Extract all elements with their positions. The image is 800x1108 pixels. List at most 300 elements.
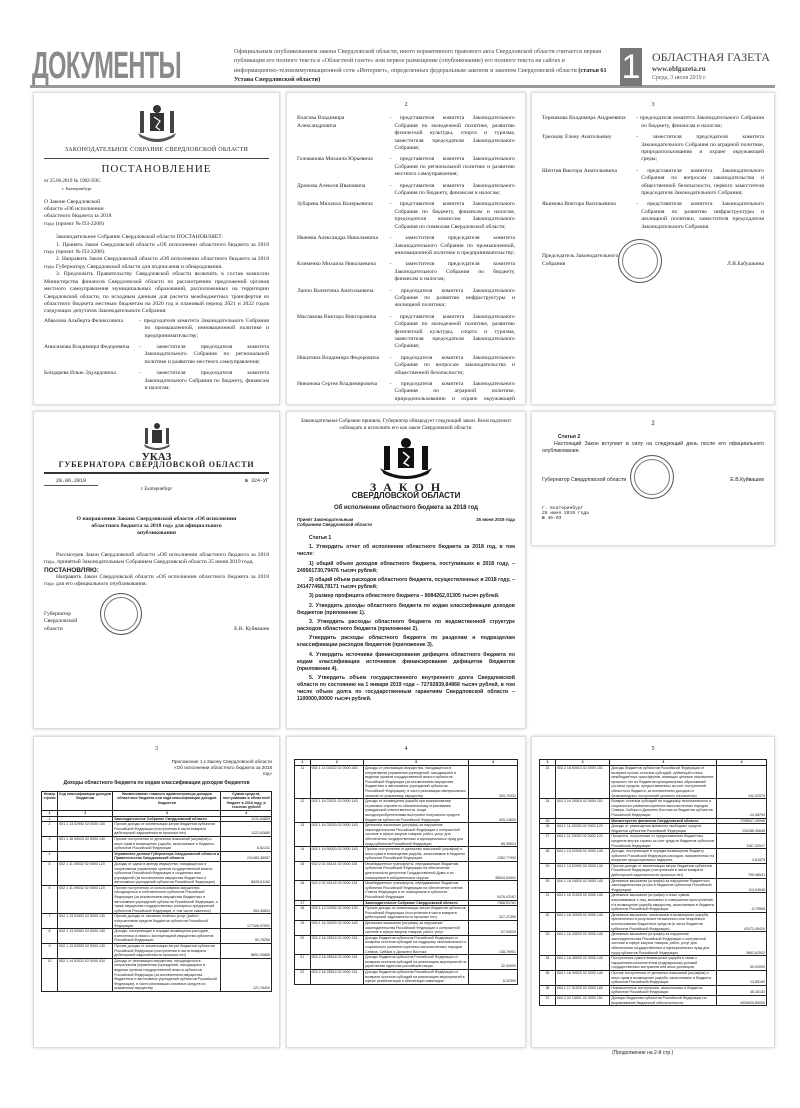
revenue-name: Денежные взыскания (штрафы) за нарушение бюджетного законодательства (в части бюджетов субъектов Российской Федерации) xyxy=(610,878,717,893)
coat-of-arms-icon xyxy=(134,103,180,143)
revenue-name: Прочие доходы от оказания платных услуг (работ) получателями средств бюджетов субъектов Российской Федерации xyxy=(113,914,221,929)
adopted-date: 25 июня 2019 года xyxy=(476,516,515,522)
member-list xyxy=(297,115,515,405)
classification-code: 002 1 16 33020 02 0000 140 xyxy=(310,823,364,847)
classification-code: 003 2 18 25516 02 0000 151 xyxy=(310,955,364,970)
row-number: 8 xyxy=(42,929,58,944)
revenue-name: Министерство финансов Свердловской области xyxy=(610,818,717,824)
table-row xyxy=(295,906,518,921)
member-name: Терешкова Владимира Андреевича xyxy=(542,115,626,122)
row-number: 36 xyxy=(540,985,556,995)
amount: 1131,64805 xyxy=(221,816,272,822)
amount: 8828,61160 xyxy=(221,861,272,885)
revenue-name: Доходы от реализации имущества, находящегося в оперативном управлении учреждений, находящихся в ведении органов государственной власти субъектов Российской Федерации (за исключением имущества бюджетных и автономных учреждений субъектов Российской Федерации), в части реализации основных средств по указанному имуществу xyxy=(113,958,221,991)
row-number: 26 xyxy=(540,824,556,834)
row-number: 30 xyxy=(540,878,556,893)
member-role: - представителя комитета Законодательного Собрания по молодежной политике, развитию физической культуры, спорта и туризма, заместителя председателя Законодательного Собрания; xyxy=(389,115,515,152)
row-number: 15 xyxy=(295,861,311,880)
amount: 790,98531 xyxy=(717,863,767,878)
preamble: Законодательное Собрание Свердловской области ПОСТАНОВЛЯЕТ: xyxy=(56,234,224,241)
row-number: 23 xyxy=(540,766,556,799)
row-number: 35 xyxy=(540,970,556,985)
amount: 327,21350 xyxy=(468,906,517,921)
revenue-table xyxy=(539,759,767,1006)
revenue-name: Доходы бюджетов субъектов Российской Федерации от возврата остатков субсидий на реализацию мероприятий по укреплению единства российской нации xyxy=(365,955,467,969)
member-item xyxy=(44,370,269,392)
column-header: Код классификации доходов бюджетов xyxy=(58,791,113,810)
member-item xyxy=(542,134,764,164)
classification-code: 004 1 16 33020 02 0000 140 xyxy=(555,932,609,956)
revenue-name: Доходы от реализации имущества, находящегося в оперативном управлении учреждений, находящихся в ведении органов государственной власти субъектов Российской Федерации (за исключением имущества бюджетных и автономных учреждений субъектов Российской Федерации), в части реализации материальных запасов по указанному имуществу xyxy=(364,766,469,799)
amount: 138,75951 xyxy=(468,935,517,954)
classification-code: 001 1 16 90020 02 0000 140 xyxy=(58,836,113,851)
classification-code: 001 1 13 02992 02 0000 130 xyxy=(58,822,113,837)
amount: 67,54000 xyxy=(468,921,517,936)
table-row xyxy=(295,766,518,799)
row-number: 12 xyxy=(295,799,311,823)
table-title: Доходы областного бюджета по кодам классификации доходов бюджетов xyxy=(63,780,250,787)
classification-code: 002 1 11 05032 02 0000 120 xyxy=(58,861,113,885)
row-number: 22 xyxy=(295,969,311,984)
newspaper-header xyxy=(30,44,775,88)
member-item xyxy=(542,201,764,231)
classification-code: 004 1 16 18020 02 0000 140 xyxy=(555,878,609,893)
org-name: ЗАКОНОДАТЕЛЬНОЕ СОБРАНИЕ СВЕРДЛОВСКОЙ ОБЛАСТИ xyxy=(44,147,269,159)
table-row xyxy=(540,956,767,971)
revenue-name: Доходы, поступающие в порядке возмещения бюджету субъекта Российской Федерации расходов, направленных на покрытие процессуальных издержек xyxy=(610,849,717,864)
revenue-name: Прочие доходы от компенсации затрат бюджетов субъектов Российской Федерации (поступления в части возврата дебиторской задолженности прошлых лет) xyxy=(610,863,717,878)
signer-name: Л.В.Бабушкина xyxy=(727,260,764,267)
member-name: Шептия Виктора Анатольевича xyxy=(542,167,617,174)
member-name: Клименко Михаила Николаевича xyxy=(297,261,376,268)
member-role: - представителя комитета Законодательного Собрания по развитию инфраструктуры и жилищной политики, заместителя председателя Законодательного Собрания. xyxy=(636,201,764,230)
revenue-name: Прочие доходы от компенсации затрат бюджетов субъектов Российской Федерации (поступления в части возврата дебиторской задолженности прошлых лет) xyxy=(113,822,221,837)
zakon-intro: Законодательное Собрание приняло, Губернатор обнародует следующий закон. Всем надлежит соблюдать и исполнять его как закон Свердловской области. xyxy=(300,418,512,431)
member-name: Лаппо Валентина Анатольевича xyxy=(297,287,374,294)
table-row xyxy=(295,955,518,970)
member-item xyxy=(542,168,764,198)
amount: 113,94546 xyxy=(717,878,767,893)
column-number: 3 xyxy=(364,760,469,766)
revenue-name: Возврат остатков субсидий на поддержку экономического и социального развития коренных малочисленных народов Севера, Сибири и Дальнего Востока из бюджетов субъектов Российской Федерации xyxy=(610,799,717,818)
classification-code: 002 1 14 02022 02 0000 440 xyxy=(310,766,364,799)
table-row xyxy=(540,849,767,864)
article-1-text xyxy=(297,544,515,702)
revenue-name: Прочие поступления от денежных взысканий (штрафов) и иных сумм в возмещение ущерба, зачисляемые в бюджеты субъектов Российской Федерации xyxy=(610,970,717,985)
row-number: 19 xyxy=(295,921,311,936)
amount: 8652,05885 xyxy=(221,944,272,959)
member-name: Никонова Сергея Владимировича xyxy=(297,381,378,387)
zakon-page-1 xyxy=(286,411,526,729)
law-number: № 45-ОЗ xyxy=(542,516,562,522)
sign-city: г. Екатеринбург xyxy=(542,506,584,511)
amount: 42072,45410 xyxy=(717,912,767,931)
adopted-by: Принят Законодательным Собранием Свердловской области xyxy=(297,516,372,528)
seal-stamp-icon xyxy=(100,593,142,635)
row-number: 9 xyxy=(42,944,58,959)
member-item xyxy=(297,201,515,231)
amount: 405,14600 xyxy=(468,799,517,823)
member-item xyxy=(297,355,515,377)
table-row xyxy=(295,969,518,984)
row-number: 33 xyxy=(540,932,556,956)
revenue-name: Денежные взыскания (штрафы) за нарушение законодательства Российской Федерации о контрактной системе в сфере закупок товаров, работ, услуг для обеспечения государственных и муниципальных нужд для нужд субъектов Российской Федерации xyxy=(364,823,469,847)
law-paragraph: 5. Утвердить объем государственного внутреннего долга Свердловской области по состоянию на 1 января 2019 года – 72792839,84868 тысяч рублей, в том числе объем долга по государственным гарантиям Свердловской области – 1100000,00000 тысяч рублей. xyxy=(297,674,515,702)
clause-1: 1. Принять Закон Свердловской области «Об исполнении областного бюджета за 2018 год» (проект № ПЗ-2208). xyxy=(44,241,269,256)
newspaper-url[interactable]: www.oblgazeta.ru xyxy=(652,65,706,73)
signer-title: Губернатор Свердловской области xyxy=(44,610,78,632)
table-row xyxy=(540,863,767,878)
row-number: 6 xyxy=(42,885,58,914)
law-paragraph: 2) общий объем расходов областного бюджета, осуществленных в 2018 году, – 241477468,78171 тысяч рублей; xyxy=(297,577,515,590)
signer-title: Председатель Законодательного Собрания xyxy=(542,253,619,267)
table-row xyxy=(540,985,767,995)
column-number: 3 xyxy=(113,810,221,816)
member-item xyxy=(297,156,515,178)
revenue-name: Доходы от размещения временно свободных средств бюджетов субъектов Российской Федерации xyxy=(610,824,717,834)
amount: 121,76400 xyxy=(221,958,272,991)
amount: 32,44000 xyxy=(468,955,517,970)
table-row xyxy=(42,822,272,837)
clause-2: 2. Направить Закон Свердловской области «Об исполнении областного бюджета за 2018 год» Губернатору Свердловской области для подписания и обнародования. xyxy=(44,256,269,270)
table-row xyxy=(42,929,272,944)
decree-word: ПОСТАНОВЛЯЮ: xyxy=(44,566,99,574)
section-title: ДОКУМЕНТЫ xyxy=(32,45,181,87)
page-number: 1 xyxy=(621,48,641,86)
classification-code: 004 1 13 02040 02 0000 130 xyxy=(555,849,609,864)
doc-number: № 324-УГ xyxy=(244,477,269,484)
member-item xyxy=(44,318,269,340)
row-number: 14 xyxy=(295,847,311,862)
revenue-table xyxy=(41,791,272,992)
note-text: Официальным опубликованием закона Свердловской области, иного нормативного правового акта Свердловской области считается первая публикация его полного текста в «Областной газете» или первое размещение (опубликование) его полного текста на сайтах в информационно-телекоммуникационной сети «Интернет», определенных федеральным законом и законом Свердловской области xyxy=(234,48,602,74)
member-role: - представителя комитета Законодательного Собрания по молодежной политике, развитию физической культуры, спорта и туризма, заместителя председателя Законодательного Собрания; xyxy=(389,313,515,350)
table-row xyxy=(540,912,767,931)
appendix-label: Приложение 1 к Закону Свердловской области «Об исполнении областного бюджета за 2018 год» xyxy=(171,759,272,776)
member-role: - представителя комитета Законодательного Собрания по бюджету, финансам и налогам, председателя комиссии Законодательного Собрания по символам Свердловской области; xyxy=(389,201,515,230)
member-role: - представителя комитета Законодательного Собрания по вопросам законодательства и общественной безопасности, первого заместителя председателя Законодательного Собрания; xyxy=(636,167,764,197)
amount: 7298547,49996 xyxy=(717,818,767,824)
amount: 130285,30648 xyxy=(717,824,767,834)
member-name: Дронова Алексея Ивановича xyxy=(297,182,366,189)
doc-title: З А К О Н xyxy=(369,479,443,494)
revenue-name: Денежные взыскания (штрафы) за нарушение законодательства Российской Федерации о контрактной системе в сфере закупок товаров, работ, услуг для обеспечения государственных и муниципальных нужд для нужд субъектов Российской Федерации xyxy=(610,932,717,956)
classification-code: 004 1 17 01020 02 0000 180 xyxy=(555,985,609,995)
revenue-name: Доходы бюджетов субъектов Российской Федерации от возврата остатков субсидий на реализацию мероприятий в сфере реабилитации и абилитации инвалидов xyxy=(364,969,469,984)
column-number: 2 xyxy=(310,760,364,766)
article-2-title: Статья 2 xyxy=(558,434,581,440)
publication-note xyxy=(234,47,610,84)
member-item xyxy=(297,261,515,283)
signer-title: Губернатор Свердловской области xyxy=(542,477,627,483)
member-item xyxy=(297,235,515,257)
row-number: 37 xyxy=(540,995,556,1005)
revenue-name: Прочие поступления от денежных взысканий (штрафов) и иных сумм в возмещение ущерба, зачисляемые в бюджеты субъектов Российской Федерации xyxy=(364,847,469,862)
amount: 1122,82680 xyxy=(221,822,272,837)
table-row xyxy=(540,995,767,1005)
doc-title: ПОСТАНОВЛЕНИЕ xyxy=(101,163,212,176)
amount: 85,35624 xyxy=(468,823,517,847)
member-item xyxy=(297,381,515,405)
doc-subtitle: ГУБЕРНАТОРА СВЕРДЛОВСКОЙ ОБЛАСТИ xyxy=(44,461,269,473)
member-role: - председателя комитета Законодательного Собрания по бюджету, финансам и налогам; xyxy=(636,115,764,129)
member-name: Никитина Владимира Федоровича xyxy=(297,354,380,361)
note-bold: (статья 61 Устава Свердловской области) xyxy=(234,66,607,83)
classification-code: 002 2 02 45141 02 0000 151 xyxy=(310,861,364,880)
table-row xyxy=(540,824,767,834)
page-no: 2 xyxy=(651,421,655,427)
member-name: Якимова Виктора Васильевича xyxy=(542,201,616,208)
member-role: - заместителя председателя комитета Законодательного Собрания по бюджету, финансам и налогам; xyxy=(139,370,269,391)
table-row xyxy=(540,970,767,985)
signer-name: Е.В. Куйвашев xyxy=(234,625,269,632)
revenue-table xyxy=(294,759,518,984)
row-number: 31 xyxy=(540,893,556,912)
amount: 13,85150 xyxy=(717,970,767,985)
amount: -14,48794 xyxy=(717,799,767,818)
law-paragraph: 3. Утвердить расходы областного бюджета по ведомственной структуре расходов областного бюджета (приложение 2). xyxy=(297,619,515,632)
amount: 1382,77992 xyxy=(468,847,517,862)
table-row xyxy=(42,861,272,885)
article-2-text: Настоящий Закон вступает в силу на следующий день после его официального опубликования. xyxy=(542,441,764,454)
classification-code: 004 1 16 46000 02 0000 140 xyxy=(555,956,609,971)
table-row xyxy=(295,799,518,823)
revenue-name: Прочие доходы от компенсации затрат бюджетов субъектов Российской Федерации (поступления в части возврата дебиторской задолженности прошлых лет) xyxy=(113,944,221,959)
zakon-page-2 xyxy=(531,411,775,546)
table-row xyxy=(540,932,767,956)
member-role: - представителя комитета Законодательного Собрания по региональной политике и развитию местного самоуправления; xyxy=(389,156,515,178)
postanovlenie-page-3 xyxy=(531,92,775,405)
revenue-name: Денежные взыскания (штрафы) за нарушение законодательства Российской Федерации о контрактной системе в сфере закупок товаров, работ, услуг xyxy=(364,921,469,936)
row-number: 11 xyxy=(295,766,311,799)
table-row xyxy=(295,861,518,880)
page-no: 5 xyxy=(651,746,655,752)
revenue-name: Доходы бюджетов субъектов Российской Федерации от возврата прочих остатков субсидий, субвенций и иных межбюджетных трансфертов, имеющих целевое назначение, прошлых лет из бюджетов муниципальных образований (остатки средств, предоставленных за счет поступлений областного бюджета, за исключением доходов от безвозмездных поступлений целевого назначения) xyxy=(610,766,717,799)
revenue-name: Управление делами Губернатора Свердловской области и Правительства Свердловской области xyxy=(114,851,220,861)
row-number: 16 xyxy=(295,881,311,900)
appendix-page-4 xyxy=(286,736,526,1048)
page-no: 4 xyxy=(404,746,408,752)
classification-code: 003 1 16 33020 02 0000 140 xyxy=(310,921,364,936)
table-row xyxy=(295,823,518,847)
table-row xyxy=(42,885,272,914)
clause-3: 3. Предложить Правительству Свердловской области включить в состав комиссии Министерства финансов Свердловской области по рассмотрению предложений органов местного самоуправления муниципальных образований, расположенных на территории Свердловской области, по исходным данным для расчета межбюджетных трансфертов из областного бюджета местным бюджетам на 2020 год и плановый период 2021 и 2022 годов следующих депутатов Законодательного Собрания: xyxy=(44,271,269,315)
row-number: 1 xyxy=(42,816,58,822)
table-row xyxy=(295,847,518,862)
row-number: 13 xyxy=(295,823,311,847)
member-name: Власова Владимира Александровича xyxy=(297,115,345,129)
revenue-name: Прочие поступления от денежных взысканий (штрафов) и иных сумм в возмещение ущерба, зачисляемые в бюджеты субъектов Российской Федерации xyxy=(113,836,221,851)
page-no: 3 xyxy=(155,746,158,752)
classification-code: 003 2 19 25515 02 0000 151 xyxy=(555,799,609,818)
doc-heading: О направлении Закона Свердловской области «Об исполнении областного бюджета за 2018 год» для официального опубликования xyxy=(76,515,237,537)
classification-code: 004 2 02 15001 02 0000 151 xyxy=(555,995,609,1005)
row-number: 25 xyxy=(540,818,556,824)
row-number: 17 xyxy=(295,900,311,906)
revenue-name: Законодательное Собрание Свердловской области xyxy=(113,816,221,822)
member-name: Трескову Елену Анатольевну xyxy=(542,134,612,141)
member-list xyxy=(542,115,764,231)
member-name: Анисимова Владимира Федоровича xyxy=(44,343,130,350)
classification-code: 003 2 18 25515 02 0000 151 xyxy=(310,935,364,954)
table-row xyxy=(42,914,272,929)
table-row xyxy=(540,893,767,912)
member-role: - председателя комитета Законодательного Собрания по промышленной, инновационной политике и предпринимательству; xyxy=(139,317,269,339)
row-number: 4 xyxy=(42,851,58,861)
table-header-row xyxy=(42,791,272,810)
paragraph-2: Направить Закон Свердловской области «Об исполнении областного бюджета за 2018 год» для его официального опубликования. xyxy=(44,574,269,588)
table-row xyxy=(540,834,767,849)
appendix-page-5 xyxy=(531,736,775,1048)
amount: 8,82131 xyxy=(221,836,272,851)
doc-date: 28.06.2019 xyxy=(44,478,98,486)
amount: 142,32579 xyxy=(717,766,767,799)
page-no: 2 xyxy=(404,102,408,108)
classification-code: 002 1 16 23021 02 0000 140 xyxy=(310,799,364,823)
law-name: Об исполнении областного бюджета за 2018 год xyxy=(333,504,478,511)
revenue-name: Денежные взыскания (штрафы) и иные суммы, взыскиваемые с лиц, виновных в совершении преступлений, и в возмещение ущерба имуществу, зачисляемые в бюджеты субъектов Российской Федерации xyxy=(610,893,717,912)
column-header: Наименование главного администратора доходов областного бюджета или кода классификации доходов бюджетов xyxy=(113,791,221,810)
amount: -0,79565 xyxy=(717,893,767,912)
row-number: 5 xyxy=(42,861,58,885)
classification-code: 004 1 13 02992 02 0000 130 xyxy=(555,863,609,878)
amount: 50,00000 xyxy=(717,956,767,971)
row-number: 28 xyxy=(540,849,556,864)
table-row xyxy=(295,881,518,900)
amount: 1167,32917 xyxy=(717,834,767,849)
coat-of-arms-icon xyxy=(376,436,436,480)
law-paragraph: 1. Утвердить отчет об исполнении областного бюджета за 2018 год, в том числе: xyxy=(297,544,515,558)
column-number: 4 xyxy=(221,810,272,816)
paragraph-1: Рассмотрев Закон Свердловской области «Об исполнении областного бюджета за 2018 год», принятый Законодательным Собранием Свердловской области 25 июня 2019 года, xyxy=(44,551,269,566)
row-number: 32 xyxy=(540,912,556,931)
sign-date: 28 июня 2019 года xyxy=(542,511,589,517)
amount: 5476,43167 xyxy=(468,881,517,900)
amount: 4930605,80000 xyxy=(717,995,767,1005)
member-role: - заместителя председателя комитета Законодательного Собрания по региональной политике и развитию местного самоуправления; xyxy=(139,343,269,365)
classification-code: 004 1 16 90020 02 0000 140 xyxy=(555,970,609,985)
row-number: 18 xyxy=(295,906,311,921)
appendix-page-3 xyxy=(33,736,280,1048)
revenue-name: Доходы от сдачи в аренду имущества, находящегося в оперативном управлении органов государственной власти субъектов Российской Федерации и созданных ими учреждений (за исключением имущества бюджетных и автономных учреждений субъектов Российской Федерации) xyxy=(113,861,221,885)
row-number: 34 xyxy=(540,956,556,971)
member-role: - заместителя председателя комитета Законодательного Собрания по промышленной, инновационной политике и предпринимательству; xyxy=(389,235,515,256)
classification-code: 002 1 13 01992 02 0000 130 xyxy=(58,914,113,929)
page-no: 3 xyxy=(651,102,655,108)
coat-of-arms-icon xyxy=(142,422,172,450)
column-number: 4 xyxy=(717,760,767,766)
amount: 309,70332 xyxy=(468,766,517,799)
member-name: Ивачева Александра Николаевича xyxy=(297,235,378,242)
revenue-name: Поступления сумм в возмещение ущерба в связи с нарушением исполнителем (подрядчиком) условий государственных контрактов или иных договоров xyxy=(610,956,717,971)
column-number: 4 xyxy=(468,760,517,766)
issue-date: Среда, 3 июля 2019 г. xyxy=(652,75,707,81)
row-number: 10 xyxy=(42,958,58,991)
seal-stamp-icon xyxy=(618,239,662,283)
member-role: - председателя комитета Законодательного Собрания по вопросам законодательства и общественной безопасности; xyxy=(389,354,515,376)
member-item xyxy=(44,344,269,366)
revenue-name: Законодательное Собрание Свердловской области xyxy=(364,900,469,906)
classification-code xyxy=(58,851,113,861)
table-row xyxy=(42,944,272,959)
column-number: 2 xyxy=(555,760,609,766)
seal-stamp-icon xyxy=(630,455,674,499)
row-number: 2 xyxy=(42,822,58,837)
amount: 50,75250 xyxy=(221,929,272,944)
amount: 3,61575 xyxy=(717,849,767,864)
classification-code: 003 1 13 02992 02 0000 130 xyxy=(310,906,364,921)
revenue-name: Межбюджетные трансферты, передаваемые бюджетам субъектов Российской Федерации на обеспечение членов Совета Федерации и их помощников в субъектах Российской Федерации xyxy=(364,881,469,900)
amount: 38534,54901 xyxy=(468,861,517,880)
classification-code: 004 1 16 32000 02 0000 140 xyxy=(555,912,609,931)
member-name: Абвалова Альберта Феликсовича xyxy=(44,317,123,324)
law-paragraph: 4. Утвердить источники финансирования дефицита областного бюджета по кодам классификации источников финансирования дефицитов бюджетов (приложение 4). xyxy=(297,651,515,672)
amount: 7468,51761 xyxy=(468,900,517,906)
doc-city: г. Екатеринбург xyxy=(140,487,173,493)
row-number: 7 xyxy=(42,914,58,929)
row-number: 24 xyxy=(540,799,556,818)
amount: 3682,62502 xyxy=(717,932,767,956)
classification-code: 002 1 14 02022 02 0000 410 xyxy=(58,958,113,991)
member-item xyxy=(297,115,515,152)
revenue-name: Доходы бюджетов субъектов Российской Федерации от возврата остатков субсидий на поддержку экономического и социального развития коренных малочисленных народов Севера, Сибири и Дальнего Востока xyxy=(364,935,469,954)
doc-date-number: от 25.06.2019 № 1902-ПЗС xyxy=(44,178,101,184)
member-list xyxy=(44,318,269,393)
table-row xyxy=(42,958,272,991)
classification-code: 002 1 11 09042 02 0000 120 xyxy=(58,885,113,914)
revenue-name: Денежные взыскания, налагаемые в возмещение ущерба, причиненного в результате незаконного или нецелевого использования бюджетных средств (в части бюджетов субъектов Российской Федерации) xyxy=(610,912,717,931)
column-header: Номер строки xyxy=(42,791,58,810)
table-row xyxy=(42,851,272,861)
row-number: 29 xyxy=(540,863,556,878)
newspaper-name: ОБЛАСТНАЯ ГАЗЕТА xyxy=(652,50,770,64)
column-number: 1 xyxy=(540,760,556,766)
member-name: Голованова Михаила Юрьевича xyxy=(297,156,373,163)
table-row xyxy=(295,921,518,936)
member-name: Бондарева Илью Эдуардовича xyxy=(44,370,116,377)
classification-code: 003 2 18 25514 02 0000 151 xyxy=(310,969,364,984)
table-row xyxy=(295,935,518,954)
article-1-title: Статья 1 xyxy=(309,534,332,541)
column-header: Сумма средств, поступившая в областной бюджет в 2018 году, в тысячах рублей xyxy=(222,791,270,810)
law-paragraph: 3) размер профицита областного бюджета – 8084262,01305 тысяч рублей. xyxy=(309,593,500,600)
amount: 241483,38987 xyxy=(221,851,272,861)
revenue-name: Прочие доходы от компенсации затрат бюджетов субъектов Российской Федерации (поступления в части возврата дебиторской задолженности прошлых лет) xyxy=(364,906,469,921)
signer-name: Е.В.Куйвашев xyxy=(730,477,764,483)
classification-code: 003 2 18 60010 02 0000 151 xyxy=(555,766,609,799)
row-number: 27 xyxy=(540,834,556,849)
row-number: 20 xyxy=(295,935,311,954)
column-number: 1 xyxy=(295,760,311,766)
postanovlenie-page-2 xyxy=(286,92,526,405)
member-role: - заместителя председателя комитета Законодательного Собрания по бюджету, финансам и налогам; xyxy=(389,261,515,283)
doc-subject: О Законе Свердловской области «Об исполнении областного бюджета за 2018 год» (проект № ПЗ-2208) xyxy=(44,198,112,227)
ukaz-page xyxy=(33,411,280,729)
doc-subtitle: СВЕРДЛОВСКОЙ ОБЛАСТИ xyxy=(351,490,461,500)
revenue-name: Проценты, полученные от предоставления бюджетных кредитов внутри страны за счет средств бюджетов субъектов Российской Федерации xyxy=(610,834,717,849)
member-item xyxy=(542,115,764,130)
row-number: 3 xyxy=(42,836,58,851)
revenue-name: Межбюджетные трансферты, передаваемые бюджетам субъектов Российской Федерации на обеспечение деятельности депутатов Государственной Думы и их помощников в избирательных округах xyxy=(364,861,469,880)
member-role: - представителя комитета Законодательного Собрания по бюджету, финансам и налогам; xyxy=(389,182,515,197)
amount: 48,35134 xyxy=(717,985,767,995)
member-role: - председателя комитета Законодательного Собрания по развитию инфраструктуры и жилищной политики; xyxy=(389,287,515,309)
table-row xyxy=(540,878,767,893)
revenue-name: Невыясненные поступления, зачисляемые в бюджеты субъектов Российской Федерации xyxy=(610,985,717,995)
law-paragraph: 2. Утвердить доходы областного бюджета по кодам классификации доходов бюджетов (приложение 1). xyxy=(297,602,515,616)
classification-code: 002 1 16 90020 02 0000 140 xyxy=(310,847,364,862)
doc-title: УКАЗ xyxy=(141,451,172,463)
